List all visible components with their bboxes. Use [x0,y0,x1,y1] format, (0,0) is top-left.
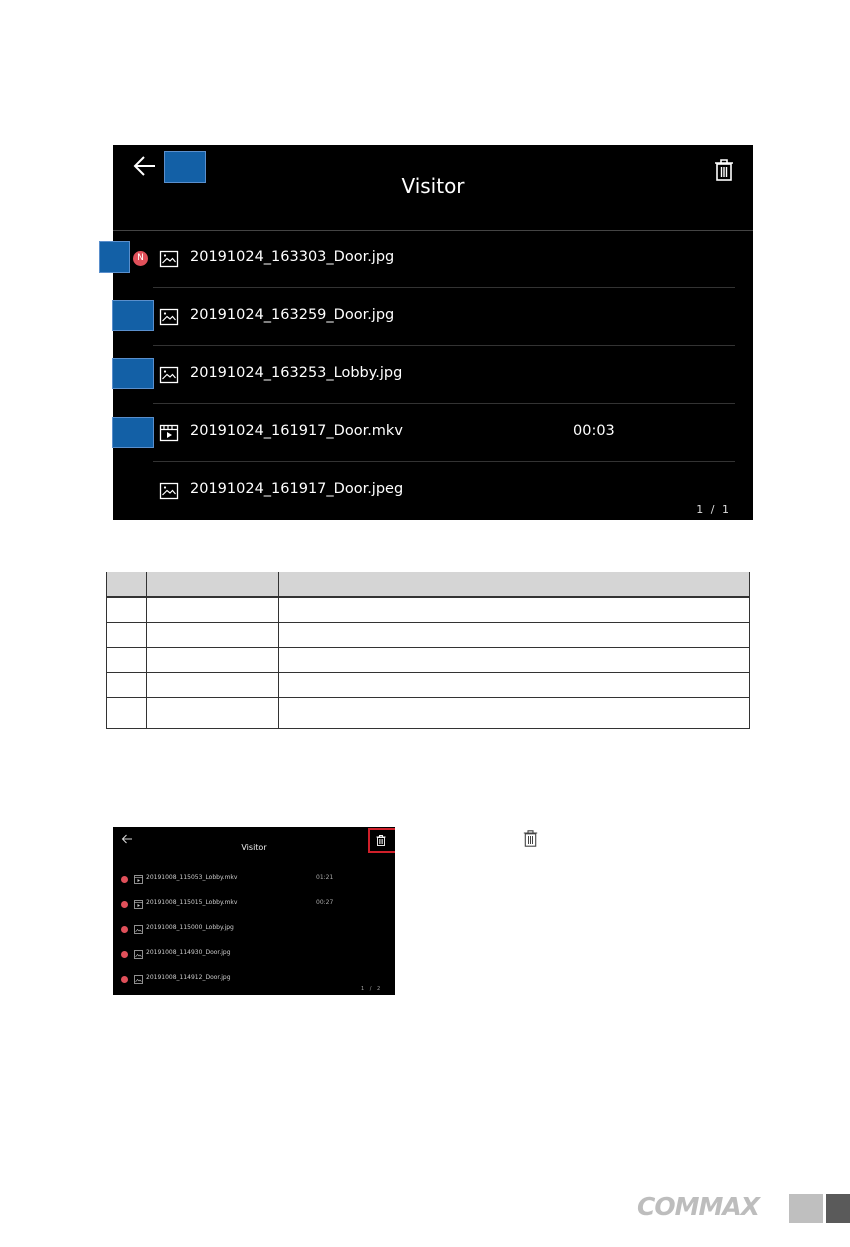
commax-logo: COMMAX [637,1192,759,1221]
table-cell [279,597,750,623]
video-file-icon [134,900,143,909]
file-row[interactable] [113,968,395,993]
video-duration: 00:03 [573,423,615,439]
video-duration: 00:27 [316,899,334,906]
page-indicator: 1 / 1 [696,503,731,516]
table-row [107,648,750,673]
visitor-screen [113,145,753,520]
table-cell [107,673,147,698]
callout-box [112,417,154,448]
thumbnail-screen [113,827,395,995]
table-cell [147,597,279,623]
table-header-row [107,572,750,597]
callout-box [112,300,154,331]
file-row[interactable] [113,868,395,893]
new-badge: N [133,251,148,266]
file-row[interactable] [113,288,753,346]
file-name: 20191024_163259_Door.jpg [190,307,395,323]
trash-icon [523,830,538,847]
file-name: 20191008_114930_Door.jpg [146,949,231,956]
table-cell [147,698,279,729]
image-file-icon [159,307,179,327]
file-name: 20191024_161917_Door.mkv [190,423,403,439]
image-file-icon [134,975,143,984]
table-cell [279,623,750,648]
table-header-cell [147,572,279,597]
file-row[interactable] [113,230,753,288]
table-row [107,597,750,623]
description-table [106,572,750,729]
file-name: 20191024_163253_Lobby.jpg [190,365,403,381]
table-cell [107,623,147,648]
table-cell [107,698,147,729]
table-cell [279,648,750,673]
image-file-icon [134,925,143,934]
page-tab-dark [826,1194,850,1223]
image-file-icon [159,365,179,385]
table-cell [107,597,147,623]
new-dot [121,976,128,983]
new-dot [121,951,128,958]
table-header-cell [279,572,750,597]
file-name: 20191008_114912_Door.jpg [146,974,231,981]
file-row[interactable] [113,404,753,462]
file-row[interactable] [113,346,753,404]
table-cell [279,698,750,729]
callout-box [112,358,154,389]
file-row[interactable] [113,462,753,520]
file-name: 20191024_163303_Door.jpg [190,249,395,265]
table-row [107,623,750,648]
video-duration: 01:21 [316,874,334,881]
callout-box [164,151,206,183]
thumbnail-title: Visitor [241,843,267,852]
image-file-icon [159,249,179,269]
file-row[interactable] [113,893,395,918]
new-dot [121,926,128,933]
table-row [107,673,750,698]
table-cell [107,648,147,673]
trash-icon[interactable] [714,159,734,181]
video-file-icon [159,423,179,443]
table-cell [147,648,279,673]
video-file-icon [134,875,143,884]
page-indicator: 1 / 2 [361,986,383,992]
file-name: 20191024_161917_Door.jpeg [190,481,404,497]
table-cell [147,673,279,698]
trash-icon[interactable] [376,835,386,846]
table-cell [147,623,279,648]
table-row [107,698,750,729]
page-tab-light [789,1194,823,1223]
new-dot [121,876,128,883]
callout-box [99,241,130,273]
file-name: 20191008_115015_Lobby.mkv [146,899,238,906]
new-dot [121,901,128,908]
table-header-cell [107,572,147,597]
screen-title: Visitor [401,174,465,198]
table-cell [279,673,750,698]
image-file-icon [134,950,143,959]
image-file-icon [159,481,179,501]
file-row[interactable] [113,943,395,968]
file-row[interactable] [113,918,395,943]
file-name: 20191008_115053_Lobby.mkv [146,874,238,881]
file-name: 20191008_115000_Lobby.jpg [146,924,234,931]
